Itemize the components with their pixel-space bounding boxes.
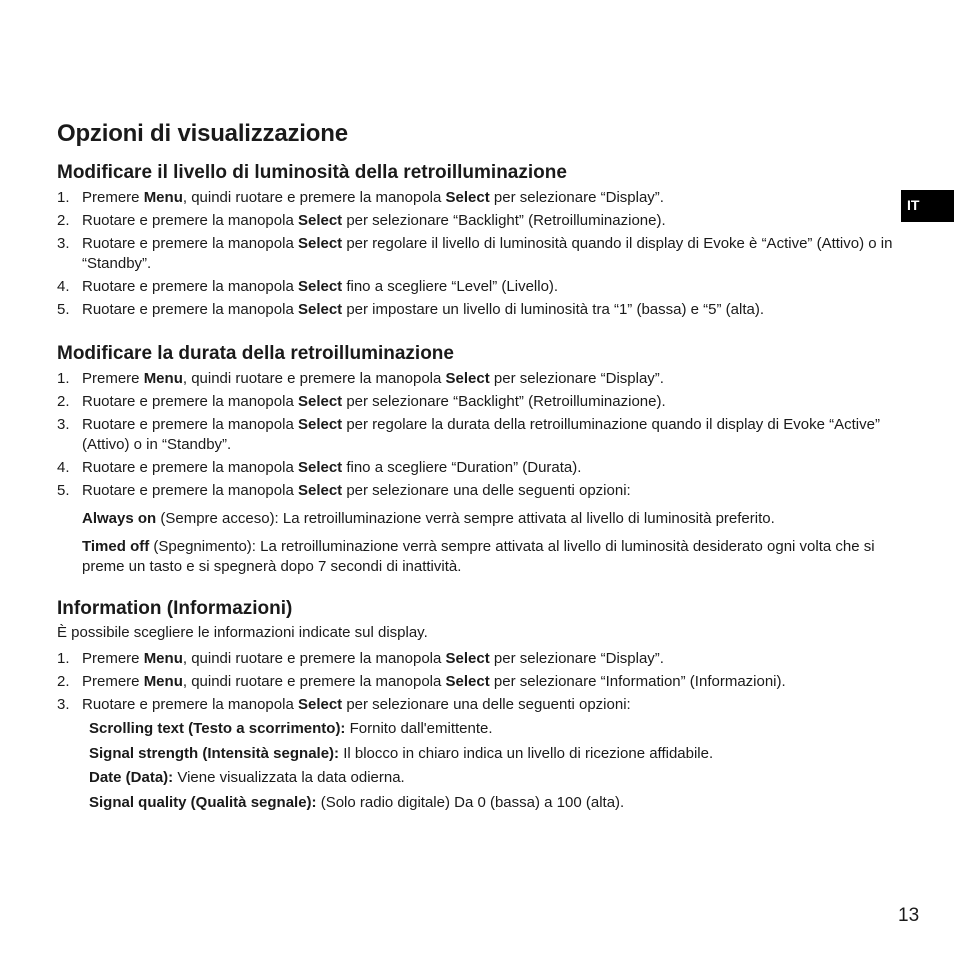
step-text [82, 369, 907, 389]
option-label: Signal strength (Intensità segnale): [89, 744, 340, 762]
text-run: Ruotare e premere la manopola [82, 393, 298, 410]
step-item [57, 458, 907, 478]
step-number: 4. [57, 278, 70, 295]
step-number: 1. [57, 370, 70, 387]
step-text [82, 458, 907, 478]
control-name: Select [297, 235, 343, 252]
text-run: per selezionare “Display”. [489, 189, 664, 206]
step-text [82, 695, 907, 715]
text-run: Premere [82, 189, 144, 206]
step-number: 2. [57, 212, 70, 229]
control-name: Select [297, 301, 343, 318]
option-text: Fornito dall'emittente. [345, 720, 493, 737]
text-run: , quindi ruotare e premere la manopola [182, 673, 446, 690]
control-name: Select [297, 459, 343, 476]
step-item [57, 369, 907, 389]
text-run: fino a scegliere “Duration” (Durata). [342, 459, 582, 476]
control-name: Menu [143, 189, 183, 206]
text-run: Ruotare e premere la manopola [82, 212, 298, 229]
step-item [57, 481, 907, 501]
control-name: Select [445, 370, 490, 387]
language-tab: IT [901, 190, 954, 222]
option-text: (Spegnimento): La retroilluminazione verrà sempre attivata al livello di luminosità desiderato ogni volta che si preme un tasto e si spegnerà dopo 7 secondi di inattività. [82, 538, 875, 575]
step-item [57, 211, 907, 231]
control-name: Menu [143, 650, 183, 667]
control-name: Select [297, 212, 343, 229]
option-text: (Solo radio digitale) Da 0 (bassa) a 100 (alta). [316, 793, 625, 811]
section-intro: È possibile scegliere le informazioni indicate sul display. [57, 624, 428, 641]
option-text: (Sempre acceso): La retroilluminazione verrà sempre attivata al livello di luminosità preferito. [156, 510, 775, 527]
option-text: Viene visualizzata la data odierna. [173, 769, 405, 786]
step-number: 5. [57, 301, 70, 318]
step-item [57, 695, 907, 715]
step-item [57, 277, 907, 297]
step-text [82, 211, 907, 231]
text-run: Ruotare e premere la manopola [82, 416, 298, 433]
control-name: Select [297, 393, 343, 410]
step-text [82, 392, 907, 412]
step-item [57, 392, 907, 412]
text-run: per selezionare “Information” (Informazioni). [489, 673, 786, 690]
text-run: Ruotare e premere la manopola [82, 301, 298, 318]
step-item [57, 300, 907, 320]
section-title: Modificare il livello di luminosità della retroilluminazione [57, 162, 567, 183]
steps-list [57, 188, 907, 320]
step-number: 1. [57, 650, 70, 667]
step-text [82, 481, 907, 501]
text-run: per regolare il livello di luminosità quando il display di Evoke è “Active” (Attivo) o in “Standby”. [82, 235, 893, 272]
step-number: 2. [57, 393, 70, 410]
step-text [82, 277, 907, 297]
text-run: per regolare la durata della retroilluminazione quando il display di Evoke “Active” (Attivo) o in “Standby”. [82, 416, 880, 453]
option-timed-off [82, 537, 907, 577]
step-text [82, 234, 907, 274]
steps-list [57, 369, 907, 501]
section-duration [57, 342, 907, 577]
option-label: Always on [82, 510, 157, 527]
control-name: Menu [143, 370, 183, 387]
option-always-on [82, 509, 907, 529]
control-name: Select [297, 696, 343, 713]
control-name: Select [297, 482, 343, 499]
text-run: per selezionare “Display”. [489, 370, 664, 387]
option-label: Date (Data): [89, 769, 174, 786]
option-label: Scrolling text (Testo a scorrimento): [89, 720, 346, 737]
option-scrolling-text [89, 719, 907, 739]
text-run: Ruotare e premere la manopola [82, 459, 298, 476]
text-run: per selezionare “Display”. [489, 650, 664, 667]
step-item [57, 415, 907, 455]
step-item [57, 649, 907, 669]
step-number: 1. [57, 189, 70, 206]
steps-list [57, 649, 907, 715]
text-run: Premere [82, 650, 144, 667]
text-run: Ruotare e premere la manopola [82, 278, 298, 295]
control-name: Select [445, 189, 490, 206]
step-number: 3. [57, 235, 70, 252]
control-name: Menu [143, 673, 183, 690]
section-brightness [57, 161, 907, 320]
option-text: Il blocco in chiaro indica un livello di ricezione affidabile. [339, 744, 714, 762]
text-run: Premere [82, 370, 144, 387]
text-run: Ruotare e premere la manopola [82, 696, 298, 713]
step-number: 4. [57, 459, 70, 476]
step-text [82, 415, 907, 455]
option-signal-strength [89, 744, 907, 764]
control-name: Select [297, 278, 343, 295]
step-text [82, 649, 907, 669]
option-label: Timed off [82, 538, 150, 555]
text-run: , quindi ruotare e premere la manopola [182, 189, 446, 206]
text-run: per selezionare una delle seguenti opzioni: [342, 696, 631, 713]
step-number: 5. [57, 482, 70, 499]
control-name: Select [445, 673, 490, 690]
page-title: Opzioni di visualizzazione [57, 120, 348, 147]
control-name: Select [445, 650, 490, 667]
text-run: , quindi ruotare e premere la manopola [182, 370, 446, 387]
section-title: Information (Informazioni) [57, 598, 293, 619]
step-text [82, 300, 907, 320]
text-run: per selezionare “Backlight” (Retroilluminazione). [342, 212, 666, 229]
text-run: per impostare un livello di luminosità tra “1” (bassa) e “5” (alta). [342, 301, 764, 318]
text-run: Ruotare e premere la manopola [82, 482, 298, 499]
text-run: per selezionare una delle seguenti opzioni: [342, 482, 631, 499]
step-number: 3. [57, 416, 70, 433]
option-date [89, 768, 907, 788]
step-number: 2. [57, 673, 70, 690]
section-title: Modificare la durata della retroilluminazione [57, 343, 454, 364]
option-signal-quality [89, 793, 907, 813]
text-run: Ruotare e premere la manopola [82, 235, 298, 252]
text-run: Premere [82, 673, 144, 690]
step-text [82, 188, 907, 208]
page-number: 13 [898, 905, 920, 926]
control-name: Select [297, 416, 343, 433]
text-run: , quindi ruotare e premere la manopola [182, 650, 446, 667]
step-text [82, 672, 907, 692]
text-run: fino a scegliere “Level” (Livello). [342, 278, 559, 295]
section-information [57, 597, 907, 817]
step-item [57, 672, 907, 692]
step-number: 3. [57, 696, 70, 713]
step-item [57, 234, 907, 274]
text-run: per selezionare “Backlight” (Retroilluminazione). [342, 393, 666, 410]
option-label: Signal quality (Qualità segnale): [89, 793, 317, 811]
step-item [57, 188, 907, 208]
information-options [89, 719, 907, 813]
